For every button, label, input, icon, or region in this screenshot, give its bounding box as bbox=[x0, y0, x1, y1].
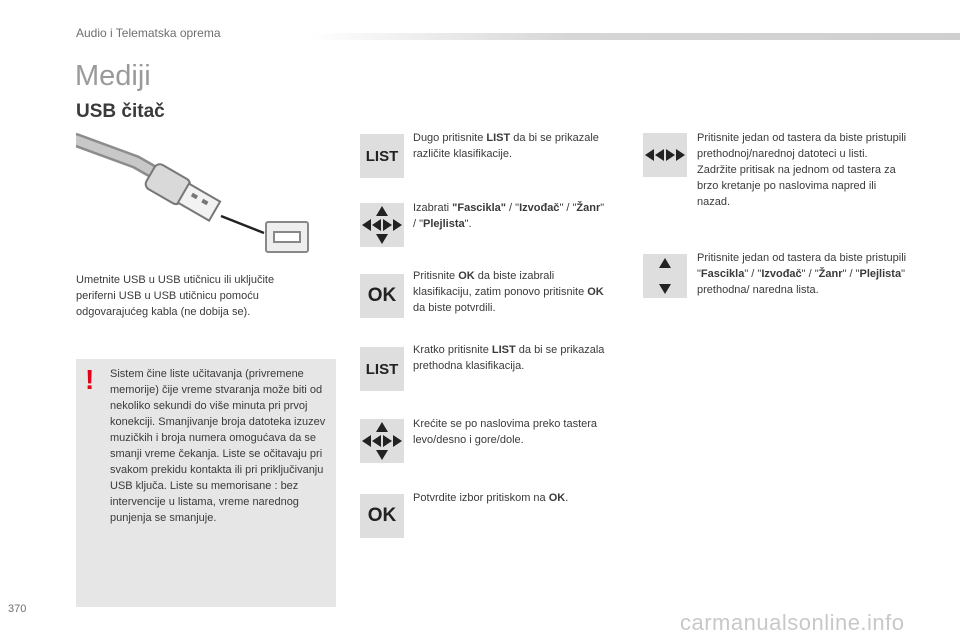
step-prev-next-file: Pritisnite jedan od tastera da biste pristupili prethodnoj/narednoj datoteci u listi. Zadržite pritisak na jednom od tastera za brzo kretanje po naslovima napred ili nazad. bbox=[697, 132, 907, 208]
warning-exclamation-icon: ! bbox=[85, 364, 95, 395]
usb-cable-icon bbox=[76, 130, 312, 256]
header-divider bbox=[310, 33, 960, 40]
step-navigate-titles: Krećite se po naslovima preko tastera levo/desno i gore/dole. bbox=[413, 418, 598, 446]
list-button-icon: LIST bbox=[360, 134, 404, 178]
chapter-title: Audio i Telematska oprema bbox=[76, 26, 221, 40]
subsection-title: USB čitač bbox=[76, 101, 165, 122]
warning-text: Sistem čine liste učitavanja (privremene memorije) čije vreme stvaranja može biti od nekoliko sekundi do više minuta pri prvoj konekciji. Smanjivanje broja datoteka izuzev muzičkih i broja numera omogućava da se smanji vreme čekanja. Liste se očitavaju pri svakom prekidu kontakta ili pri priključivanju USB ključa. Liste su memorisane : bez intervencije u listama, vreme narednog punjenja se smanjuje. bbox=[110, 368, 326, 524]
step-confirm-ok: Potvrdite izbor pritiskom na OK. bbox=[413, 492, 569, 504]
four-arrows-icon bbox=[360, 419, 404, 463]
page-number: 370 bbox=[8, 603, 27, 615]
list-button-icon: LIST bbox=[360, 347, 404, 391]
section-title: Mediji bbox=[75, 60, 151, 92]
ok-button-icon: OK bbox=[360, 494, 404, 538]
step-press-ok: Pritisnite OK da biste izabrali klasifikaciju, zatim ponovo pritisnite OK da biste potvrdili. bbox=[413, 270, 604, 314]
intro-text: Umetnite USB u USB utičnicu ili uključite periferni USB u USB utičnicu pomoću odgovarajućeg kabla (ne dobija se). bbox=[76, 274, 275, 318]
seek-arrows-icon bbox=[643, 133, 687, 177]
ok-button-icon: OK bbox=[360, 274, 404, 318]
four-arrows-icon bbox=[360, 203, 404, 247]
usb-socket-icon bbox=[266, 222, 308, 252]
step-select-classification: Izabrati "Fascikla" / "Izvođač" / "Žanr" / "Plejlista". bbox=[413, 202, 605, 230]
up-down-arrows-icon bbox=[643, 254, 687, 298]
step-prev-next-list: Pritisnite jedan od tastera da biste pristupili "Fascikla" / "Izvođač" / "Žanr" / "Plejlista" prethodna/ naredna lista. bbox=[697, 252, 907, 296]
step-short-press-list: Kratko pritisnite LIST da bi se prikazala prethodna klasifikacija. bbox=[413, 344, 605, 372]
watermark: carmanualsonline.info bbox=[680, 610, 905, 635]
step-long-press-list: Dugo pritisnite LIST da bi se prikazale različite klasifikacije. bbox=[413, 132, 599, 160]
